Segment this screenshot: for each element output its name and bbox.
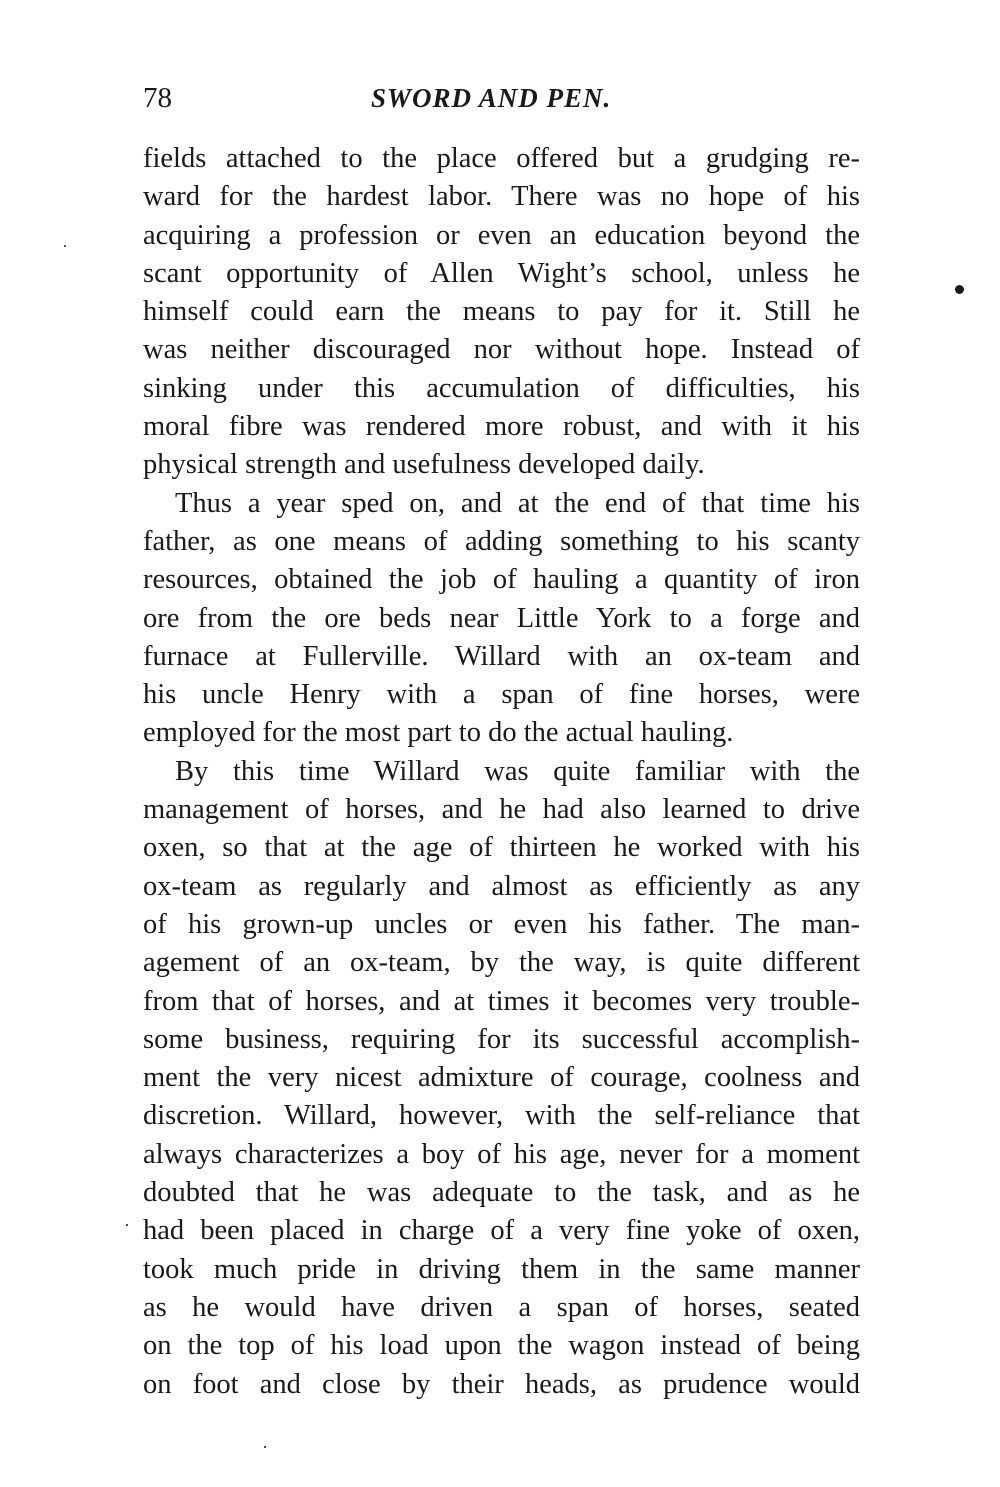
text-line: scant opportunity of Allen Wight’s school, unless he (143, 257, 860, 289)
text-line: Thus a year sped on, and at the end of that time his (175, 487, 860, 519)
paragraph (143, 753, 860, 1404)
text-line: on foot and close by their heads, as prudence would (143, 1368, 860, 1400)
text-line: employed for the most part to do the actual hauling. (143, 717, 734, 749)
body-text (143, 140, 860, 1404)
text-line: of his grown-up uncles or even his father. The man- (143, 908, 860, 940)
ink-speck (264, 1446, 266, 1448)
text-line: some business, requiring for its successful accomplish- (143, 1023, 860, 1055)
text-line: furnace at Fullerville. Willard with an ox-team and (143, 640, 860, 672)
text-line: discretion. Willard, however, with the self-reliance that (143, 1100, 860, 1132)
text-line: management of horses, and he had also learned to drive (143, 794, 860, 826)
text-line: his uncle Henry with a span of fine horses, were (143, 679, 860, 711)
ink-speck (126, 1224, 128, 1226)
text-line: father, as one means of adding something to his scanty (143, 525, 860, 557)
text-line: ward for the hardest labor. There was no hope of his (143, 181, 860, 213)
page-number: 78 (143, 82, 172, 114)
running-head (143, 78, 860, 118)
text-line: ox-team as regularly and almost as efficiently as any (143, 870, 860, 902)
paragraph (143, 140, 860, 485)
text-line: took much pride in driving them in the same manner (143, 1253, 860, 1285)
text-line: always characterizes a boy of his age, never for a moment (143, 1138, 860, 1170)
paragraph (143, 485, 860, 753)
ink-speck (955, 285, 964, 294)
text-line: on the top of his load upon the wagon instead of being (143, 1330, 860, 1362)
text-line: oxen, so that at the age of thirteen he worked with his (143, 832, 860, 864)
text-line: fields attached to the place offered but a grudging re- (143, 143, 860, 174)
text-line: had been placed in charge of a very fine yoke of oxen, (143, 1215, 860, 1247)
text-line: moral fibre was rendered more robust, and with it his (143, 411, 860, 443)
text-line: as he would have driven a span of horses, seated (143, 1291, 860, 1323)
running-title: SWORD AND PEN. (371, 83, 612, 113)
text-line: agement of an ox-team, by the way, is quite different (143, 947, 860, 979)
text-line: from that of horses, and at times it becomes very trouble- (143, 985, 860, 1017)
text-line: himself could earn the means to pay for it. Still he (143, 296, 860, 328)
ink-speck (64, 245, 66, 247)
text-line: acquiring a profession or even an education beyond the (143, 219, 860, 251)
text-line: was neither discouraged nor without hope. Instead of (143, 334, 860, 366)
text-line: physical strength and usefulness developed daily. (143, 449, 705, 481)
text-line: resources, obtained the job of hauling a quantity of iron (143, 564, 860, 596)
text-line: sinking under this accumulation of difficulties, his (143, 372, 860, 404)
text-line: By this time Willard was quite familiar with the (175, 755, 860, 787)
text-line: doubted that he was adequate to the task, and as he (143, 1177, 860, 1209)
text-line: ore from the ore beds near Little York to a forge and (143, 602, 860, 634)
text-line: ment the very nicest admixture of courage, coolness and (143, 1062, 860, 1094)
